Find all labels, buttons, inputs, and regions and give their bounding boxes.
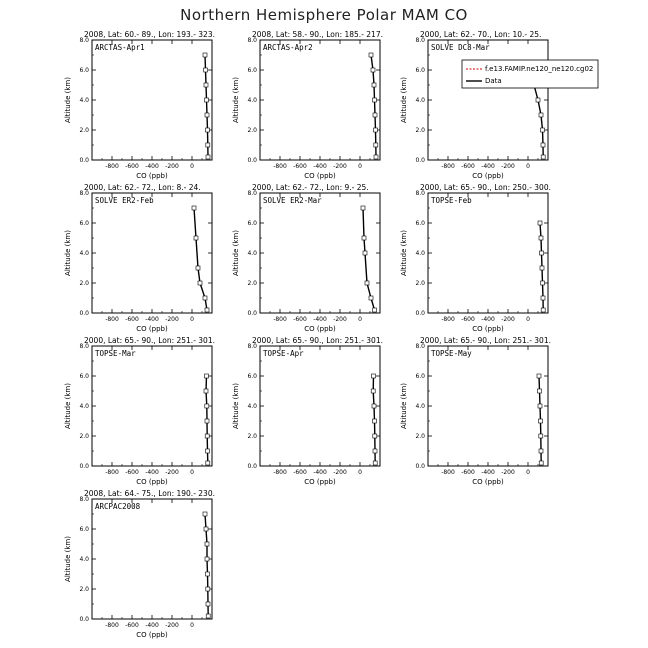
y-tick-label: 2.0 (415, 127, 425, 134)
y-tick-label: 4.0 (415, 403, 425, 410)
y-tick-label: 4.0 (247, 250, 257, 257)
x-tick-label: -600 (293, 163, 307, 170)
y-tick-label: 0.0 (79, 157, 89, 164)
data-point (369, 296, 373, 300)
y-axis-label: Altitude (km) (64, 536, 72, 582)
campaign-label: TOPSE-Mar (95, 349, 136, 358)
x-tick-label: 0 (190, 469, 194, 476)
plot-frame (428, 346, 548, 466)
data-point (537, 374, 541, 378)
y-tick-label: 6.0 (79, 67, 89, 74)
y-tick-label: 8.0 (79, 190, 89, 197)
x-tick-label: -400 (145, 316, 159, 323)
campaign-label: ARCTAS-Apr2 (263, 43, 313, 52)
x-axis-label: CO (ppb) (472, 172, 504, 180)
plot-frame (260, 40, 380, 160)
campaign-label: TOPSE-Feb (431, 196, 472, 205)
data-point (204, 83, 208, 87)
campaign-label: SOLVE ER2-Feb (95, 196, 154, 205)
x-tick-label: -200 (501, 469, 515, 476)
y-axis-label: Altitude (km) (400, 77, 408, 123)
plot-frame (260, 193, 380, 313)
x-axis-label: CO (ppb) (472, 478, 504, 486)
x-tick-label: -600 (293, 316, 307, 323)
data-point (539, 113, 543, 117)
plot-frame (260, 346, 380, 466)
x-tick-label: -800 (441, 163, 455, 170)
x-tick-label: -800 (441, 316, 455, 323)
data-point (374, 128, 378, 132)
data-point (206, 587, 210, 591)
y-tick-label: 6.0 (247, 220, 257, 227)
data-point (203, 296, 207, 300)
x-axis-label: CO (ppb) (304, 478, 336, 486)
legend (462, 60, 598, 88)
y-tick-label: 2.0 (79, 280, 89, 287)
data-point (540, 251, 544, 255)
y-tick-label: 8.0 (415, 190, 425, 197)
x-tick-label: -600 (293, 469, 307, 476)
y-tick-label: 2.0 (79, 586, 89, 593)
y-axis-label: Altitude (km) (400, 383, 408, 429)
x-axis-label: CO (ppb) (472, 325, 504, 333)
y-tick-label: 6.0 (247, 373, 257, 380)
panel-1 (64, 30, 215, 180)
data-point (192, 206, 196, 210)
data-point (539, 434, 543, 438)
x-tick-label: 0 (358, 469, 362, 476)
data-point (541, 128, 545, 132)
x-tick-label: 0 (190, 622, 194, 629)
y-tick-label: 6.0 (247, 67, 257, 74)
x-tick-label: -800 (273, 163, 287, 170)
x-tick-label: -800 (441, 469, 455, 476)
y-tick-label: 8.0 (247, 37, 257, 44)
data-point (374, 143, 378, 147)
legend-model-label: f.e13.FAMIP.ne120_ne120.cg02 (485, 65, 594, 73)
data-point (361, 206, 365, 210)
data-point (206, 602, 210, 606)
y-tick-label: 0.0 (79, 310, 89, 317)
plot-frame (92, 40, 212, 160)
panel-header: 2000, Lat: 65.- 90., Lon: 251.- 301. (420, 336, 551, 345)
data-point (206, 614, 210, 618)
campaign-label: SOLVE ER2-Mar (263, 196, 322, 205)
x-tick-label: -200 (501, 316, 515, 323)
y-tick-label: 0.0 (415, 157, 425, 164)
y-tick-label: 8.0 (415, 37, 425, 44)
data-point (541, 143, 545, 147)
data-point (538, 221, 542, 225)
data-point (374, 155, 378, 159)
page-title: Northern Hemisphere Polar MAM CO (180, 6, 468, 24)
panel-header: 2000, Lat: 62.- 72., Lon: 9.- 25. (252, 183, 369, 192)
data-point (538, 389, 542, 393)
data-point (196, 266, 200, 270)
y-tick-label: 8.0 (79, 343, 89, 350)
data-point (536, 98, 540, 102)
data-point (365, 281, 369, 285)
x-tick-label: -800 (273, 469, 287, 476)
panel-header: 2000, Lat: 62.- 72., Lon: 8.- 24. (84, 183, 201, 192)
y-tick-label: 4.0 (415, 97, 425, 104)
data-point (373, 461, 377, 465)
y-axis-label: Altitude (km) (232, 230, 240, 276)
x-tick-label: 0 (190, 316, 194, 323)
panel-2 (232, 30, 383, 180)
y-tick-label: 2.0 (247, 433, 257, 440)
data-point (373, 419, 377, 423)
x-axis-label: CO (ppb) (304, 325, 336, 333)
data-point (205, 404, 209, 408)
y-axis-label: Altitude (km) (232, 383, 240, 429)
x-axis-label: CO (ppb) (136, 172, 168, 180)
panel-header: 2008, Lat: 58.- 90., Lon: 185.- 217. (252, 30, 383, 39)
data-point (363, 251, 367, 255)
data-point (205, 374, 209, 378)
x-tick-label: -600 (125, 622, 139, 629)
data-point (373, 98, 377, 102)
x-tick-label: -200 (333, 316, 347, 323)
data-point (206, 128, 210, 132)
x-tick-label: -400 (145, 622, 159, 629)
x-tick-label: -400 (145, 469, 159, 476)
x-tick-label: -400 (481, 163, 495, 170)
y-tick-label: 2.0 (415, 280, 425, 287)
data-point (205, 419, 209, 423)
x-tick-label: 0 (526, 163, 530, 170)
y-tick-label: 6.0 (415, 220, 425, 227)
y-tick-label: 0.0 (247, 157, 257, 164)
y-tick-label: 0.0 (79, 616, 89, 623)
y-tick-label: 4.0 (79, 97, 89, 104)
y-tick-label: 4.0 (247, 403, 257, 410)
y-tick-label: 4.0 (79, 403, 89, 410)
panel-9 (400, 336, 551, 486)
data-point (205, 557, 209, 561)
x-tick-label: -600 (125, 469, 139, 476)
x-tick-label: -200 (501, 163, 515, 170)
y-axis-label: Altitude (km) (64, 230, 72, 276)
x-axis-label: CO (ppb) (136, 325, 168, 333)
y-tick-label: 6.0 (79, 526, 89, 533)
data-point (203, 53, 207, 57)
data-point (540, 266, 544, 270)
y-tick-label: 4.0 (79, 556, 89, 563)
data-line (194, 208, 207, 310)
campaign-label: SOLVE DC8-Mar (431, 43, 490, 52)
y-tick-label: 6.0 (415, 373, 425, 380)
data-point (362, 236, 366, 240)
data-point (541, 155, 545, 159)
panel-7 (64, 336, 215, 486)
x-axis-label: CO (ppb) (136, 478, 168, 486)
y-tick-label: 4.0 (79, 250, 89, 257)
data-point (373, 113, 377, 117)
x-tick-label: -800 (105, 163, 119, 170)
data-point (206, 143, 210, 147)
y-tick-label: 4.0 (415, 250, 425, 257)
y-tick-label: 8.0 (415, 343, 425, 350)
data-point (541, 296, 545, 300)
data-point (206, 449, 210, 453)
plot-frame (92, 346, 212, 466)
x-tick-label: -200 (333, 163, 347, 170)
x-tick-label: 0 (526, 469, 530, 476)
data-point (372, 83, 376, 87)
x-tick-label: -200 (165, 622, 179, 629)
y-tick-label: 2.0 (247, 127, 257, 134)
x-tick-label: -200 (165, 469, 179, 476)
data-point (205, 98, 209, 102)
data-line (363, 208, 375, 310)
panel-header: 2000, Lat: 62.- 70., Lon: 10.- 25. (420, 30, 542, 39)
y-tick-label: 6.0 (79, 373, 89, 380)
data-point (205, 542, 209, 546)
panel-4 (64, 183, 212, 333)
x-tick-label: -400 (481, 469, 495, 476)
x-tick-label: 0 (190, 163, 194, 170)
y-tick-label: 4.0 (247, 97, 257, 104)
panel-10 (64, 489, 215, 639)
data-point (541, 281, 545, 285)
data-point (539, 449, 543, 453)
panel-8 (232, 336, 383, 486)
panel-6 (400, 183, 551, 333)
y-tick-label: 2.0 (247, 280, 257, 287)
x-tick-label: -800 (105, 622, 119, 629)
y-axis-label: Altitude (km) (400, 230, 408, 276)
y-tick-label: 0.0 (247, 310, 257, 317)
x-tick-label: -400 (313, 163, 327, 170)
y-axis-label: Altitude (km) (64, 77, 72, 123)
y-tick-label: 0.0 (415, 463, 425, 470)
panel-3 (400, 30, 598, 180)
x-tick-label: 0 (358, 163, 362, 170)
data-point (371, 68, 375, 72)
panel-5 (232, 183, 380, 333)
campaign-label: TOPSE-May (431, 349, 472, 358)
data-point (372, 374, 376, 378)
x-axis-label: CO (ppb) (304, 172, 336, 180)
x-tick-label: -600 (125, 163, 139, 170)
campaign-label: ARCTAS-Apr1 (95, 43, 145, 52)
plot-frame (428, 40, 548, 160)
data-point (539, 461, 543, 465)
data-point (205, 113, 209, 117)
x-tick-label: -600 (461, 163, 475, 170)
data-point (204, 389, 208, 393)
data-point (205, 308, 209, 312)
y-axis-label: Altitude (km) (232, 77, 240, 123)
y-tick-label: 6.0 (79, 220, 89, 227)
data-point (539, 419, 543, 423)
data-point (206, 155, 210, 159)
data-point (371, 389, 375, 393)
x-tick-label: 0 (358, 316, 362, 323)
data-point (204, 68, 208, 72)
data-point (373, 449, 377, 453)
plot-frame (428, 193, 548, 313)
campaign-label: TOPSE-Apr (263, 349, 304, 358)
data-point (539, 236, 543, 240)
data-point (372, 404, 376, 408)
x-tick-label: -800 (105, 316, 119, 323)
x-tick-label: -600 (461, 469, 475, 476)
x-tick-label: -600 (125, 316, 139, 323)
panel-header: 2008, Lat: 64.- 75., Lon: 190.- 230. (84, 489, 215, 498)
y-tick-label: 6.0 (415, 67, 425, 74)
x-tick-label: -800 (273, 316, 287, 323)
panel-header: 2000, Lat: 65.- 90., Lon: 250.- 300. (420, 183, 551, 192)
y-axis-label: Altitude (km) (64, 383, 72, 429)
data-point (206, 461, 210, 465)
x-axis-label: CO (ppb) (136, 631, 168, 639)
x-tick-label: 0 (526, 316, 530, 323)
legend-data-label: Data (485, 77, 502, 85)
x-tick-label: -400 (313, 469, 327, 476)
x-tick-label: -200 (165, 316, 179, 323)
campaign-label: ARCPAC2008 (95, 502, 141, 511)
y-tick-label: 8.0 (247, 190, 257, 197)
x-tick-label: -200 (165, 163, 179, 170)
x-tick-label: -800 (105, 469, 119, 476)
panel-header: 2000, Lat: 65.- 90., Lon: 251.- 301. (84, 336, 215, 345)
data-point (205, 434, 209, 438)
y-tick-label: 2.0 (79, 127, 89, 134)
y-tick-label: 8.0 (247, 343, 257, 350)
data-point (203, 512, 207, 516)
y-tick-label: 2.0 (415, 433, 425, 440)
y-tick-label: 0.0 (415, 310, 425, 317)
data-point (538, 404, 542, 408)
x-tick-label: -600 (461, 316, 475, 323)
x-tick-label: -200 (333, 469, 347, 476)
plot-frame (92, 499, 212, 619)
data-point (373, 434, 377, 438)
y-tick-label: 2.0 (79, 433, 89, 440)
data-point (204, 527, 208, 531)
y-tick-label: 0.0 (247, 463, 257, 470)
data-point (369, 53, 373, 57)
panel-header: 2000, Lat: 65.- 90., Lon: 251.- 301. (252, 336, 383, 345)
panel-header: 2008, Lat: 60.- 89., Lon: 193.- 323. (84, 30, 215, 39)
data-point (373, 308, 377, 312)
data-point (194, 236, 198, 240)
x-tick-label: -400 (313, 316, 327, 323)
x-tick-label: -400 (145, 163, 159, 170)
y-tick-label: 0.0 (79, 463, 89, 470)
x-tick-label: -400 (481, 316, 495, 323)
y-tick-label: 8.0 (79, 496, 89, 503)
y-tick-label: 8.0 (79, 37, 89, 44)
data-point (206, 572, 210, 576)
data-point (198, 281, 202, 285)
data-point (541, 308, 545, 312)
